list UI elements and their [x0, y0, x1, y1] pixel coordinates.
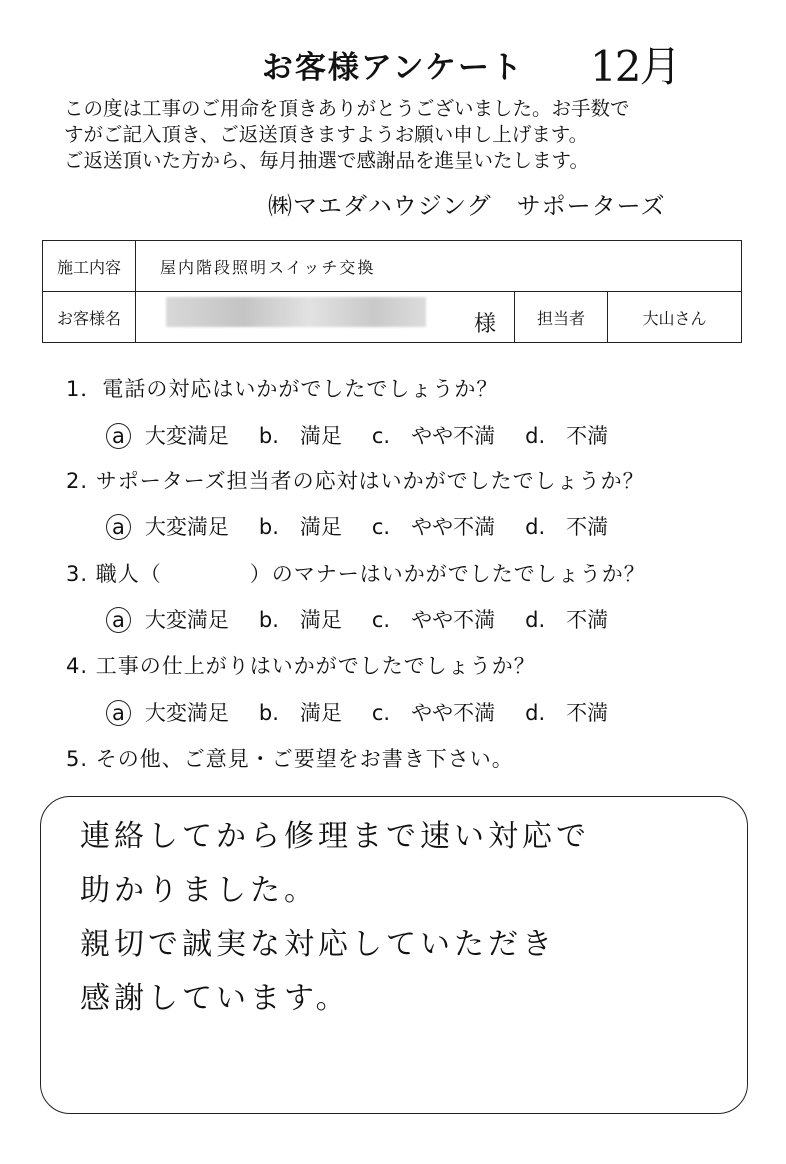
intro-line: すがご記入頂き、ご返送頂きますようお願い申し上げます。: [64, 123, 589, 146]
customer-label: お客様名: [43, 292, 136, 343]
options-2: [108, 511, 608, 541]
staff-label: 担当者: [515, 292, 608, 343]
option-a-text[interactable]: 大変満足: [144, 608, 229, 632]
options-1: [108, 420, 608, 450]
option-d[interactable]: d. 不満: [525, 608, 609, 632]
intro-line: ご返送頂いた方から、毎月抽選で感謝品を進呈いたします。: [64, 149, 589, 172]
work-label: 施工内容: [43, 241, 136, 292]
option-c[interactable]: c. やや不満: [371, 701, 496, 725]
survey-title: お客様アンケート: [261, 50, 525, 86]
question-2: 2. サポーターズ担当者の応対はいかがでしたでしょうか？: [66, 469, 645, 493]
option-a-circled[interactable]: a: [106, 514, 131, 540]
option-b[interactable]: b. 満足: [258, 701, 342, 725]
question-4: 4. 工事の仕上がりはいかがでしたでしょうか？: [66, 654, 536, 678]
question-1: 1．電話の対応はいかがでしたでしょうか？: [66, 377, 499, 401]
intro-line: この度は工事のご用命を頂きありがとうございました。お手数で: [64, 97, 630, 120]
option-c[interactable]: c. やや不満: [371, 424, 496, 448]
option-a-text[interactable]: 大変満足: [144, 424, 229, 448]
option-a-text[interactable]: 大変満足: [144, 701, 229, 725]
question-5: 5. その他、ご意見・ご要望をお書き下さい。: [66, 747, 514, 771]
option-d[interactable]: d. 不満: [525, 424, 609, 448]
option-a-circled[interactable]: a: [106, 700, 131, 726]
option-c[interactable]: c. やや不満: [371, 515, 496, 539]
customer-name-cell: [136, 292, 515, 343]
options-3: [108, 604, 608, 634]
work-value: 屋内階段照明スイッチ交換: [136, 241, 742, 292]
option-b[interactable]: b. 満足: [258, 424, 342, 448]
staff-value: 大山さん: [608, 292, 742, 343]
info-table: [42, 240, 742, 343]
option-b[interactable]: b. 満足: [258, 515, 342, 539]
redacted-name: [166, 297, 426, 327]
option-a-circled[interactable]: a: [106, 607, 131, 633]
comment-handwritten: 連絡してから修理まで速い対応で 助かりました。 親切で誠実な対応していただき 感謝しています。: [80, 819, 590, 1016]
option-c[interactable]: c. やや不満: [371, 608, 496, 632]
option-b[interactable]: b. 満足: [258, 608, 342, 632]
option-a-circled[interactable]: a: [106, 423, 131, 449]
option-d[interactable]: d. 不満: [525, 701, 609, 725]
customer-suffix: 様: [473, 311, 496, 337]
intro-text: [64, 96, 630, 174]
question-3: 3. 職人（ ）のマナーはいかがでしたでしょうか？: [66, 562, 646, 586]
option-d[interactable]: d. 不満: [525, 515, 609, 539]
options-4: [108, 697, 608, 727]
option-a-text[interactable]: 大変満足: [144, 515, 229, 539]
handwritten-month: 12月: [590, 42, 680, 91]
company-name: ㈱マエダハウジング サポーターズ: [268, 192, 666, 220]
